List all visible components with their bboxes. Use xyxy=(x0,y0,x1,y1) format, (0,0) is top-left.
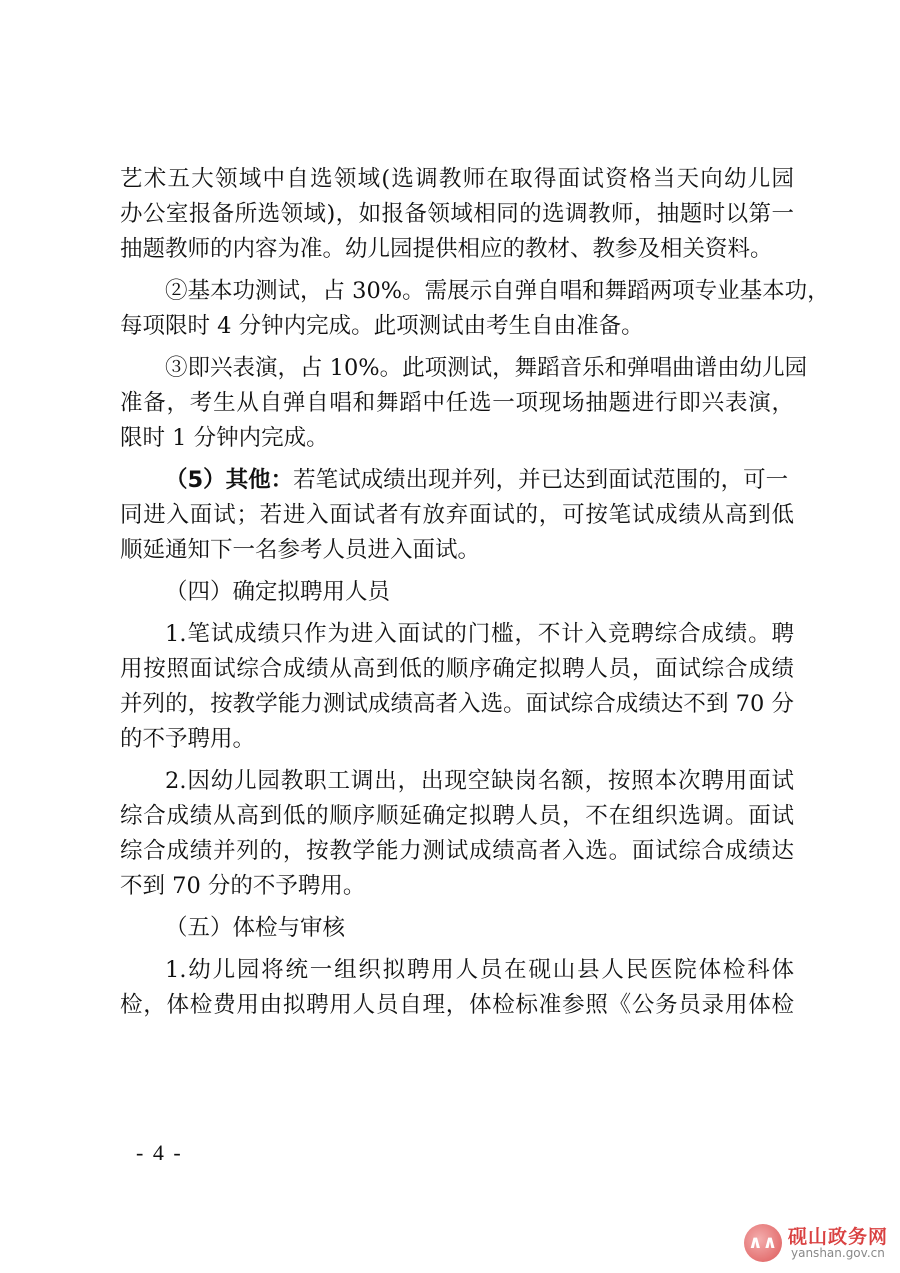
text-line: 办公室报备所选领域)，如报备领域相同的选调教师，抽题时以第一 xyxy=(120,201,794,227)
text-line: 每项限时 4 分钟内完成。此项测试由考生自由准备。 xyxy=(120,313,644,339)
document-body xyxy=(120,162,830,1023)
paragraph-medical-item-1 xyxy=(120,953,794,1023)
site-watermark xyxy=(744,1218,894,1268)
text-line: 的不予聘用。 xyxy=(120,726,256,752)
section-heading-confirm-hire xyxy=(120,575,794,610)
watermark-title: 砚山政务网 xyxy=(788,1226,889,1248)
text-line: ③即兴表演，占 10%。此项测试，舞蹈音乐和弹唱曲谱由幼儿园 xyxy=(165,355,808,381)
other-heading: （5）其他： xyxy=(165,467,294,493)
text-line: （五）体检与审核 xyxy=(165,915,346,941)
paragraph-improvisation xyxy=(120,351,808,456)
text-line: 同进入面试；若进入面试者有放弃面试的，可按笔试成绩从高到低 xyxy=(120,502,794,528)
text-line: 艺术五大领域中自选领域(选调教师在取得面试资格当天向幼儿园 xyxy=(120,166,794,192)
text-line: 2.因幼儿园教职工调出，出现空缺岗名额，按照本次聘用面试 xyxy=(165,768,794,794)
text-line: 1.幼儿园将统一组织拟聘用人员在砚山县人民医院体检科体 xyxy=(165,957,794,983)
watermark-url: yanshan.gov.cn xyxy=(791,1246,885,1260)
text-span: 若笔试成绩出现并列，并已达到面试范围的，可一 xyxy=(293,467,789,493)
text-line: 限时 1 分钟内完成。 xyxy=(120,425,329,451)
text-line xyxy=(120,463,794,498)
text-line: 抽题教师的内容为准。幼儿园提供相应的教材、教参及相关资料。 xyxy=(120,236,773,262)
section-heading-medical-exam xyxy=(120,911,794,946)
text-line: （四）确定拟聘用人员 xyxy=(165,579,391,605)
paragraph-other xyxy=(120,463,794,568)
paragraph-item-1 xyxy=(120,617,794,757)
text-line: 顺延通知下一名参考人员进入面试。 xyxy=(120,537,481,563)
text-line: 准备，考生从自弹自唱和舞蹈中任选一项现场抽题进行即兴表演， xyxy=(120,390,794,416)
mountain-logo-icon: ∧∧ xyxy=(744,1224,782,1262)
text-line: 综合成绩并列的，按教学能力测试成绩高者入选。面试综合成绩达 xyxy=(120,838,794,864)
text-line: 检，体检费用由拟聘用人员自理，体检标准参照《公务员录用体检 xyxy=(120,992,794,1018)
text-line: 用按照面试综合成绩从高到低的顺序确定拟聘人员，面试综合成绩 xyxy=(120,656,794,682)
text-line: 1.笔试成绩只作为进入面试的门槛，不计入竞聘综合成绩。聘 xyxy=(165,621,794,647)
text-line: 并列的，按教学能力测试成绩高者入选。面试综合成绩达不到 70 分 xyxy=(120,691,794,717)
paragraph-item-2 xyxy=(120,764,794,904)
page-number: - 4 - xyxy=(136,1140,183,1165)
text-line: ②基本功测试，占 30%。需展示自弹自唱和舞蹈两项专业基本功， xyxy=(165,278,830,304)
paragraph-basic-skills xyxy=(120,274,830,344)
text-line: 综合成绩从高到低的顺序顺延确定拟聘人员，不在组织选调。面试 xyxy=(120,803,794,829)
paragraph-domains xyxy=(120,162,794,267)
text-line: 不到 70 分的不予聘用。 xyxy=(120,873,366,899)
